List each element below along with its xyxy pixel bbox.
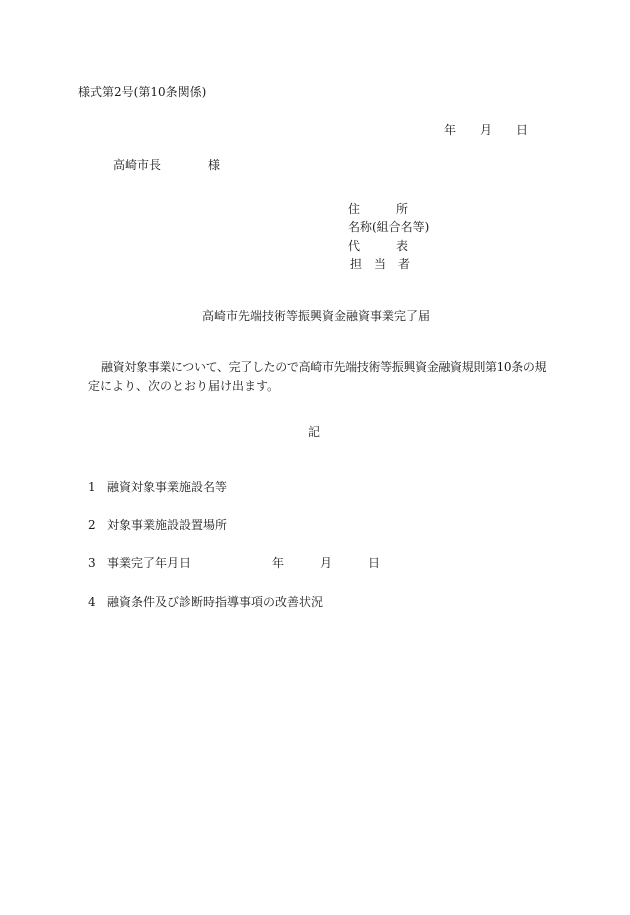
item-label: 融資対象事業施設名等 bbox=[107, 480, 228, 494]
completion-month: 月 bbox=[320, 556, 333, 570]
completion-day: 日 bbox=[368, 556, 381, 570]
item-number: 2 bbox=[88, 518, 96, 532]
completion-year: 年 bbox=[272, 556, 285, 570]
contact-label: 担 当 者 bbox=[350, 257, 411, 271]
address-label: 住 所 bbox=[348, 202, 409, 216]
item-number: 3 bbox=[88, 556, 96, 570]
item-number: 1 bbox=[88, 480, 96, 494]
item-label: 対象事業施設設置場所 bbox=[107, 518, 228, 532]
representative-label: 代 表 bbox=[348, 239, 409, 253]
document-title: 高崎市先端技術等振興資金融資事業完了届 bbox=[202, 309, 431, 323]
ki-marker: 記 bbox=[308, 425, 321, 439]
body-line-2: 定により、次のとおり届け出ます。 bbox=[88, 379, 280, 393]
item-label: 事業完了年月日 bbox=[107, 556, 192, 570]
addressee-honorific: 様 bbox=[208, 158, 221, 172]
date-year: 年 bbox=[444, 123, 457, 137]
item-label: 融資条件及び診断時指導事項の改善状況 bbox=[107, 595, 324, 609]
date-month: 月 bbox=[480, 123, 493, 137]
item-number: 4 bbox=[88, 595, 96, 609]
addressee-name: 高崎市長 bbox=[113, 158, 162, 172]
name-label: 名称(組合名等) bbox=[348, 220, 430, 234]
body-line-1: 融資対象事業について、完了したので高崎市先端技術等振興資金融資規則第10条の規 bbox=[101, 360, 547, 374]
form-number: 様式第2号(第10条関係) bbox=[78, 85, 207, 99]
date-day: 日 bbox=[516, 123, 529, 137]
